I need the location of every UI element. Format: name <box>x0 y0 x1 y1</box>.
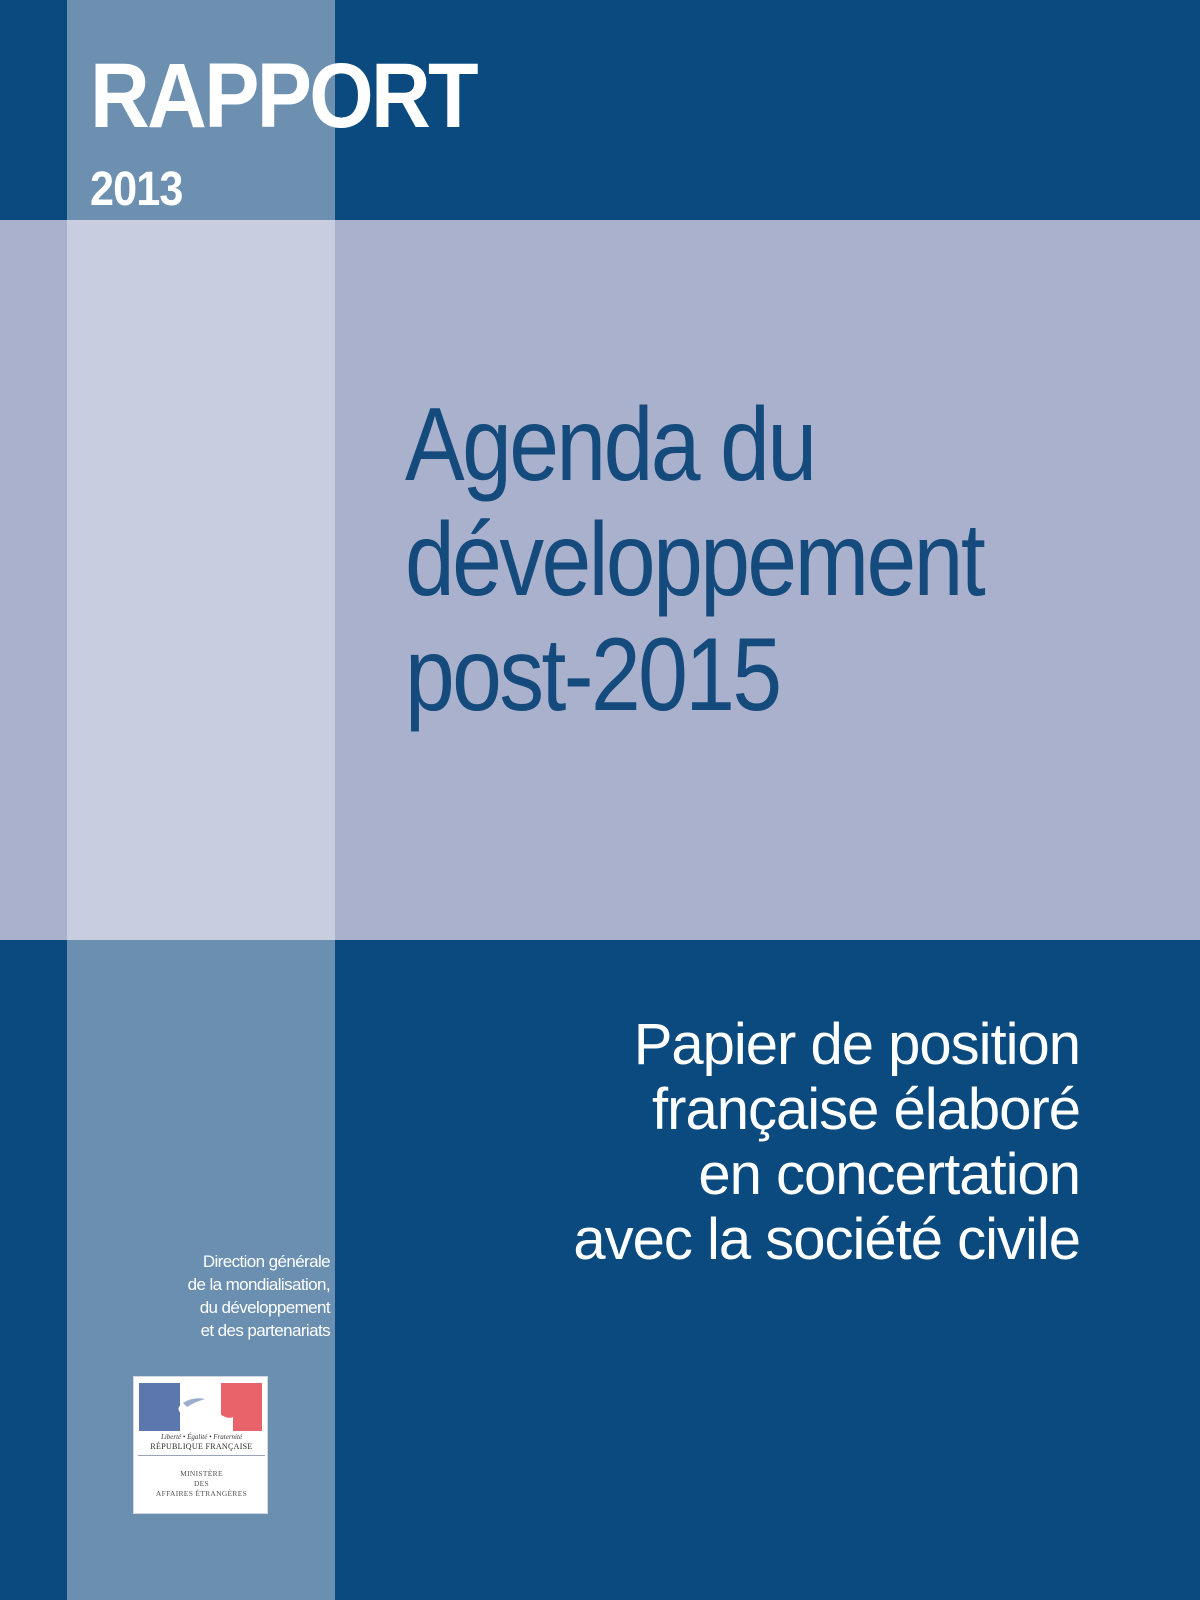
direction-line: et des partenariats <box>200 1321 330 1340</box>
direction-line: Direction générale <box>202 1252 330 1271</box>
subtitle-line: française élaboré <box>652 1077 1080 1142</box>
direction-text <box>80 1250 330 1342</box>
logo-republique: RÉPUBLIQUE FRANÇAISE <box>150 1442 253 1451</box>
ministere-line: MINISTÈRE <box>180 1469 223 1478</box>
french-flag-icon <box>139 1383 262 1431</box>
direction-line: de la mondialisation, <box>187 1275 330 1294</box>
subtitle-line: en concertation <box>698 1142 1080 1207</box>
report-year: 2013 <box>90 163 183 216</box>
ministere-line: DES <box>193 1479 210 1488</box>
main-title <box>405 388 1059 733</box>
subtitle <box>380 1012 1080 1272</box>
main-title-line: Agenda du <box>405 387 815 503</box>
main-title-line: développement <box>405 502 984 618</box>
logo-motto: Liberté • Égalité • Fraternité <box>160 1433 243 1441</box>
subtitle-line: Papier de position <box>633 1012 1080 1077</box>
ministry-logo <box>133 1376 268 1514</box>
direction-line: du développement <box>199 1298 330 1317</box>
logo-ministere <box>138 1469 265 1499</box>
subtitle-line: avec la société civile <box>573 1207 1080 1272</box>
marianne-profile-icon <box>169 1387 233 1431</box>
main-title-line: post-2015 <box>405 617 780 733</box>
logo-divider <box>138 1455 265 1456</box>
column-middle-segment <box>67 220 335 940</box>
report-label: RAPPORT <box>90 45 476 147</box>
ministere-line: AFFAIRES ÉTRANGÈRES <box>155 1489 248 1498</box>
